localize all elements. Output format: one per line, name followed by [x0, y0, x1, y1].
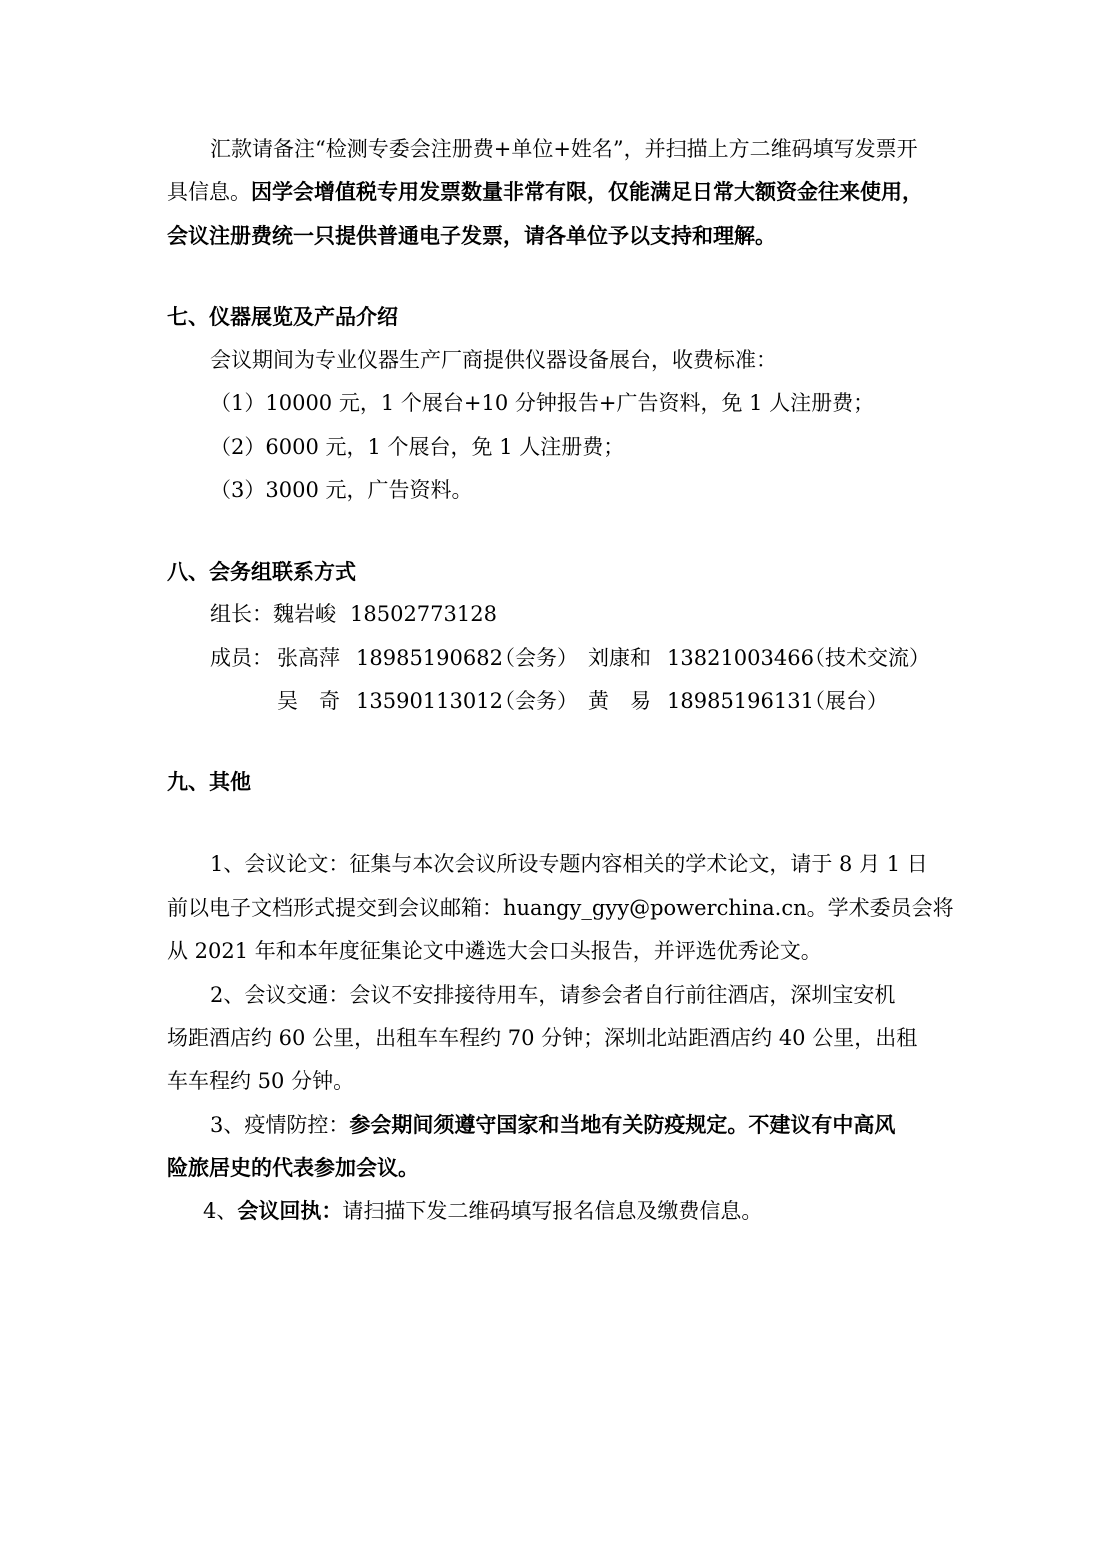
remittance-line-2-normal: 具信息。 — [167, 180, 251, 204]
section-8-heading: 八、会务组联系方式 — [167, 559, 356, 584]
section-7-item-3: （3）3000 元，广告资料。 — [210, 478, 473, 502]
other-p4-num: 4、 — [203, 1199, 238, 1223]
other-p2-line-2: 场距酒店约 60 公里，出租车车程约 70 分钟；深圳北站距酒店约 40 公里，出租 — [167, 1026, 918, 1050]
section-7-heading: 七、仪器展览及产品介绍 — [167, 304, 398, 329]
remittance-line-2-bold: 因学会增值税专用发票数量非常有限，仅能满足日常大额资金往来使用， — [251, 179, 923, 204]
other-p1-line-2: 前以电子文档形式提交到会议邮箱：huangy_gyy@powerchina.cn。学术委员会将 — [167, 896, 954, 920]
other-p3-label: 3、疫情防控： — [210, 1113, 350, 1137]
other-p3-bold-1: 参会期间须遵守国家和当地有关防疫规定。不建议有中高风 — [349, 1112, 896, 1137]
member-role-2: （技术交流） — [804, 646, 930, 670]
leader-phone: 18502773128 — [350, 602, 497, 626]
other-p3-line-2: 险旅居史的代表参加会议。 — [167, 1155, 419, 1180]
leader-name: 魏岩峻 — [273, 602, 336, 626]
other-p2-line-1: 2、会议交通：会议不安排接待用车，请参会者自行前往酒店，深圳宝安机 — [210, 983, 896, 1007]
other-p3-line-1 — [210, 1110, 895, 1140]
leader-row — [210, 599, 497, 629]
members-label: 成员： — [210, 646, 273, 670]
other-p2-line-3: 车车程约 50 分钟。 — [167, 1069, 355, 1093]
member-phone-3: 13590113012 — [356, 689, 503, 713]
section-7-item-1: （1）10000 元，1 个展台+10 分钟报告+广告资料，免 1 人注册费； — [210, 391, 875, 415]
member-name-2: 刘康和 — [588, 646, 651, 670]
member-phone-1: 18985190682 — [356, 646, 503, 670]
section-9-heading: 九、其他 — [167, 769, 251, 794]
leader-label: 组长： — [210, 602, 273, 626]
member-phone-4: 18985196131 — [667, 689, 814, 713]
member-name-3: 吴 奇 — [277, 689, 340, 713]
member-role-4: （展台） — [804, 689, 888, 713]
member-phone-2: 13821003466 — [667, 646, 814, 670]
section-7-intro: 会议期间为专业仪器生产厂商提供仪器设备展台，收费标准： — [210, 348, 777, 372]
member-name-4: 黄 易 — [588, 689, 651, 713]
member-role-1: （会务） — [494, 646, 578, 670]
remittance-line-2 — [167, 177, 923, 207]
remittance-line-3: 会议注册费统一只提供普通电子发票，请各单位予以支持和理解。 — [167, 223, 776, 248]
section-7-item-2: （2）6000 元，1 个展台，免 1 人注册费； — [210, 435, 625, 459]
remittance-line-1: 汇款请备注“检测专委会注册费+单位+姓名”，并扫描上方二维码填写发票开 — [210, 137, 918, 161]
other-p1-line-1: 1、会议论文：征集与本次会议所设专题内容相关的学术论文，请于 8 月 1 日 — [210, 852, 928, 876]
member-role-3: （会务） — [494, 689, 578, 713]
other-p1-line-3: 从 2021 年和本年度征集论文中遴选大会口头报告，并评选优秀论文。 — [167, 939, 822, 963]
other-p4-line — [203, 1196, 762, 1226]
member-name-1: 张高萍 — [277, 646, 340, 670]
other-p4-text: 请扫描下发二维码填写报名信息及缴费信息。 — [342, 1199, 763, 1223]
other-p4-label: 会议回执： — [237, 1198, 343, 1223]
